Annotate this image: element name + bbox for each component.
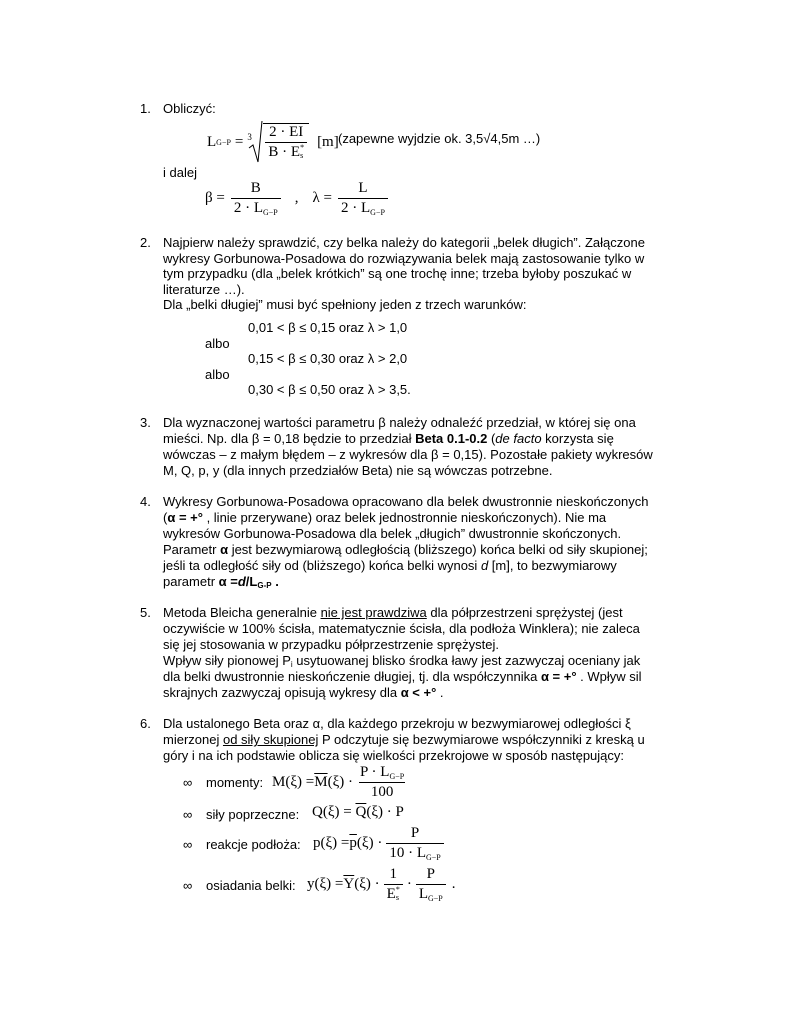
shear-label: siły poprzeczne: <box>206 807 300 822</box>
item-3-line-4: M, Q, p, y (dla innych przedziałów Beta) nie są wówczas potrzebne. <box>163 463 553 478</box>
bullet-settlement: ∞ <box>183 878 193 893</box>
bullet-moments: ∞ <box>183 775 193 790</box>
formula-beta: β = $\frac{B}{2 \cdot L_{G-P}}$ , λ = $\frac{L}{2 \cdot L_{G-P}}$ <box>205 178 388 218</box>
formula-moments: M(ξ) = $\overline{M}$ (ξ) · $\frac{P \cdot L_{G-P}}{100}$ <box>272 763 405 800</box>
item-3-line-1: Dla wyznaczonej wartości parametru β należy odnaleźć przedział, w której się ona <box>163 415 636 430</box>
item-5-line-6: skrajnych zazwyczaj opisują wykresy dla α < +° . <box>163 685 444 700</box>
condition-3: 0,30 < β ≤ 0,50 oraz λ > 3,5. <box>248 382 411 397</box>
item-2-line-5: Dla „belki długiej” musi być spełniony jeden z trzech warunków: <box>163 297 527 312</box>
item-4-line-5: jeśli ta odległość siły od (bliższego) końca belki wynosi d [m], to bezwymiarowy <box>163 558 617 573</box>
item-6-line-2: mierzonej od siły skupionej P odczytuje się bezwymiarowe współczynniki z kreską u <box>163 732 645 747</box>
item-4-number: 4. <box>140 494 151 509</box>
item-2-line-2: wykresy Gorbunowa-Posadowa do rozwiązywania belek mają zastosowanie tylko w <box>163 251 645 266</box>
albo-1: albo <box>205 336 230 351</box>
item-3-line-2: mieści. Np. dla β = 0,18 będzie to przedział Beta 0.1-0.2 (de facto korzysta się <box>163 431 614 446</box>
item-2-number: 2. <box>140 235 151 250</box>
item-4-line-2: (α = +° , linie przerywane) oraz belek jednostronnie nieskończonych). Nie ma <box>163 510 607 525</box>
moments-label: momenty: <box>206 775 264 790</box>
settlement-label: osiadania belki: <box>206 878 296 893</box>
cube-root: 3 2 · EI B · E * s <box>247 120 309 164</box>
item-1-title: Obliczyć: <box>163 101 216 116</box>
bullet-shear: ∞ <box>183 807 193 822</box>
item-6-number: 6. <box>140 716 151 731</box>
item-4-line-1: Wykresy Gorbunowa-Posadowa opracowano dla belek dwustronnie nieskończonych <box>163 494 649 509</box>
radical-sign-icon <box>247 120 263 164</box>
item-2-line-3: tym przypadku (dla „belek krótkich” są one trochę inne; trzeba byłoby poszukać w <box>163 266 632 281</box>
item-1-note: (zapewne wyjdzie ok. 3,5√4,5m …) <box>338 131 541 146</box>
condition-1: 0,01 < β ≤ 0,15 oraz λ > 1,0 <box>248 320 408 335</box>
item-4-line-3: wykresów Gorbunowa-Posadowa dla belek „długich” dwustronnie skończonych. <box>163 526 622 541</box>
item-4-line-6: parametr α =d/LG-P . <box>163 574 279 590</box>
item-1-then: i dalej <box>163 165 197 180</box>
item-1-number: 1. <box>140 101 151 116</box>
item-3-number: 3. <box>140 415 151 430</box>
item-2-line-4: literaturze …). <box>163 282 245 297</box>
item-5-line-4: Wpływ siły pionowej Pi usytuowanej blisko środka ławy jest zazwyczaj oceniany jak <box>163 653 641 669</box>
item-5-line-2: oczywiście w 100% ścisła, matematycznie ścisła, dla podłoża Winklera); nie zaleca <box>163 621 640 636</box>
item-4-line-4: Parametr α jest bezwymiarową odległością (bliższego) końca belki od siły skupionej; <box>163 542 648 557</box>
formula-settlement: y(ξ) = $\overline{Y}$ (ξ) · 1 E * s · $\frac{P}{L_{G-P}}$ . <box>307 865 456 903</box>
item-6-line-1: Dla ustalonego Beta oraz α, dla każdego przekroju w bezwymiarowej odległości ξ <box>163 716 631 731</box>
item-3-line-3: wówczas – z małym błędem – z wykresów dla β = 0,15). Pozostałe pakiety wykresów <box>163 447 653 462</box>
item-5-line-3: się jej stosowania w przypadku półprzestrzenie sprężystej. <box>163 637 499 652</box>
reactions-label: reakcje podłoża: <box>206 837 301 852</box>
item-6-line-3: góry i na ich podstawie oblicza się wielkości przekrojowe w sposób następujący: <box>163 748 625 763</box>
item-5-line-5: dla belki dwustronnie nieskończenie długiej, tj. dla współczynnika α = +° . Wpływ sil <box>163 669 642 684</box>
formula-l-gp: L G−P = 3 2 · EI B · E * s [m] <box>207 118 339 166</box>
formula-shear: $Q(\xi) = \overline{Q}(\xi) \cdot P$ <box>312 804 404 820</box>
condition-2: 0,15 < β ≤ 0,30 oraz λ > 2,0 <box>248 351 408 366</box>
bullet-reactions: ∞ <box>183 837 193 852</box>
item-5-number: 5. <box>140 605 151 620</box>
item-2-line-1: Najpierw należy sprawdzić, czy belka należy do kategorii „belek długich”. Załączone <box>163 235 645 250</box>
item-5-line-1: Metoda Bleicha generalnie nie jest prawdziwa dla półprzestrzeni sprężystej (jest <box>163 605 623 620</box>
formula-reactions: p(ξ) = $\overline{p}$ (ξ) · $\frac{P}{10 \cdot L_{G-P}}$ <box>313 823 444 863</box>
albo-2: albo <box>205 367 230 382</box>
